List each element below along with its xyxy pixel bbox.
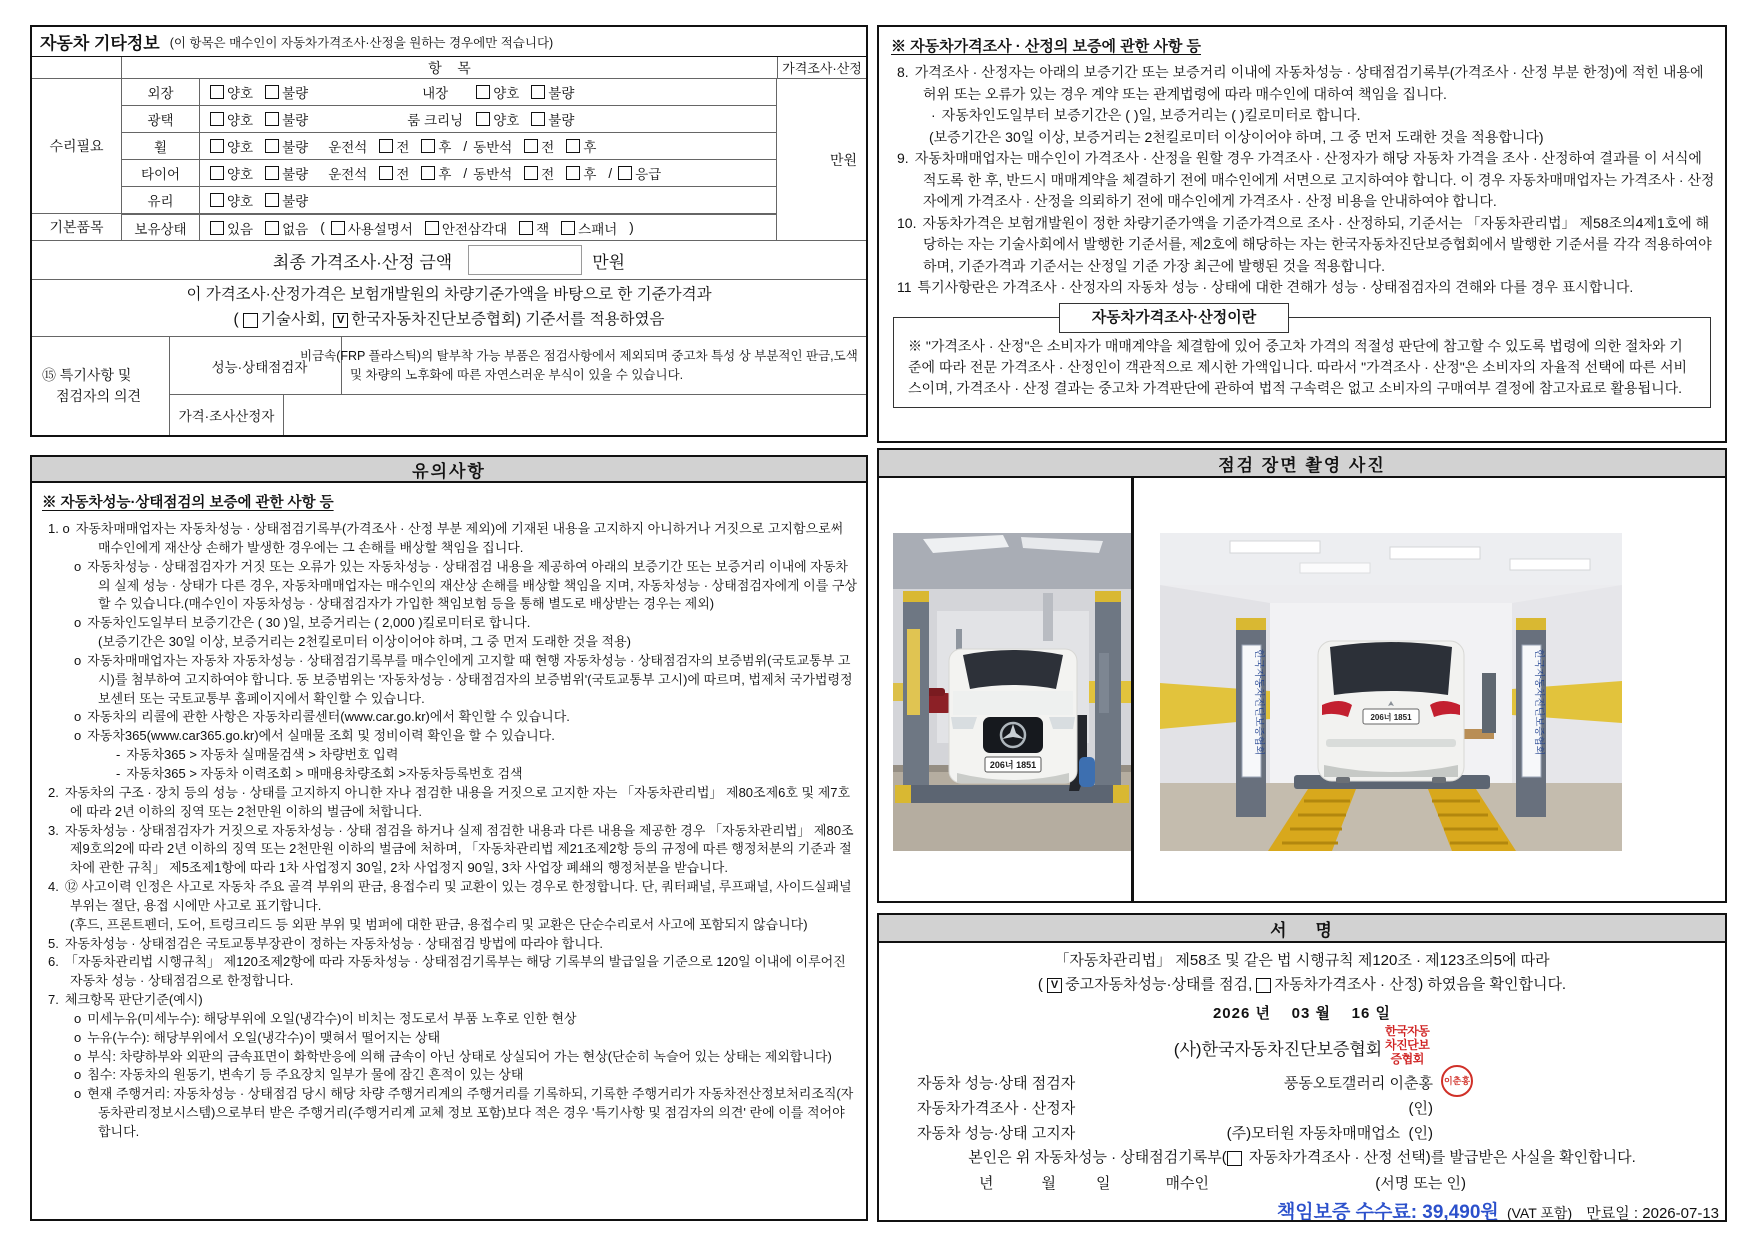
basis-rows: [32, 280, 866, 337]
checkbox-performance-check-checked[interactable]: V: [1047, 978, 1062, 993]
label-passenger-side: 동반석: [473, 140, 513, 155]
checkbox-tire-bad[interactable]: [265, 166, 279, 180]
vat-included-label: (VAT 포함): [1506, 1205, 1573, 1221]
label-performance-check: 중고자동차성능·상태를 점검,: [1065, 976, 1257, 993]
checkbox-roomcleaning-good[interactable]: [476, 112, 490, 126]
note-line: o 자동차인도일부터 보증기간은 ( 30 )일, 보증거리는 ( 2,000 )킬로미터로 합니다.: [74, 615, 531, 631]
note-line-number: o: [74, 652, 82, 668]
note-line: 7. 체크항목 판단기준(예시): [48, 992, 203, 1008]
checkbox-glass-good[interactable]: [210, 193, 224, 207]
label-bad: 불량: [282, 140, 309, 155]
inspector-name: 풍동오토갤러리 이춘홍: [1283, 1074, 1433, 1092]
repair-rows: [122, 79, 777, 240]
item-header-row: [32, 57, 866, 79]
signature-box: [877, 941, 1727, 1222]
note-line: 3. 자동차성능 · 상태점검자가 거짓으로 자동차성능 · 상태 점검을 하거나 실제 점검한 내용과 다른 내용을 제공한 경우 「자동차관리법」 제80조제9호의2에 따라 2년 이하의 징역 또는 2천만원 이하의 벌금에 처하며, 「자동차관리법 제21조제2항 등의 규정에 따른 행정처분의 기준과 절차에 관한 규칙」 제5조제1항에 따라 1차 사업정지 30일, 2차 사업정지 90일, 3차 사업장 폐쇄의 행정처분을 받습니다.: [48, 822, 854, 876]
caution-box: [30, 481, 868, 1221]
inspection-photo-rear: [1160, 533, 1622, 851]
price-guarantee-list: [889, 62, 1715, 299]
label-year: 년: [979, 1175, 994, 1192]
note-line-number: 9.: [897, 150, 909, 167]
note-line-number: -: [116, 765, 121, 781]
note-line-number: ·: [931, 107, 936, 124]
checkbox-tire-good[interactable]: [210, 166, 224, 180]
checkbox-wheel-good[interactable]: [210, 139, 224, 153]
note-line-number: 7.: [48, 992, 59, 1008]
signer-value: [1283, 1072, 1471, 1093]
final-price-unit: 만원: [592, 252, 626, 272]
note-line: o 현재 주행거리: 자동차성능 · 상태점검 당시 해당 차량 주행거리계의 주행거리를 기록하되, 기록한 주행거리가 자동차전산정보처리조직(자동차관리정보시스템)으로부터 받은 주행거리(주행거리계 교체 정보 포함)보다 적은 경우 '특기사항 및 점검자의 의견' 란에 이를 적어야 합니다.: [74, 1086, 854, 1139]
caution-heading: ※ 자동차성능·상태점검의 보증에 관한 사항 등: [42, 495, 334, 511]
label-bad: 불량: [282, 194, 309, 209]
note-line: o 미세누유(미세누수): 해당부위에 오일(냉각수)이 비치는 정도로서 부품 노후로 인한 현상: [74, 1010, 577, 1026]
law-line: 「자동차관리법」 제58조 및 같은 법 시행규칙 제120조 · 제123조의5에 따라: [1054, 952, 1550, 969]
photo-header-bar: [877, 448, 1727, 478]
label-good: 양호: [227, 194, 254, 209]
checkbox-basic-nothave[interactable]: [265, 221, 279, 235]
label-good: 양호: [227, 140, 254, 155]
note-line-number: o: [74, 558, 82, 574]
white-suv-rear: [1318, 641, 1464, 783]
note-line-number: 11: [897, 279, 912, 296]
note-line: o 침수: 자동차의 원동기, 변속기 등 주요장치 일부가 물에 잠긴 흔적이 있는 상태: [74, 1067, 524, 1083]
signature-date: 2026 년 03 월 16 일: [1212, 1005, 1392, 1022]
note-line: o 자동차365(www.car365.go.kr)에서 실매물 조회 및 정비이력 확인을 할 수 있습니다.: [74, 728, 555, 744]
vehicle-other-info-table: [30, 25, 868, 437]
note-line: 9. 자동차매매업자는 매수인이 가격조사 · 산정을 원할 경우 가격조사 · 산정자가 해당 자동차 가격을 조사 · 산정하여 결과를 이 서식에 적도록 한 후, 반드시 매매계약을 체결하기 전에 매수인에게 서면으로 고지하여야 합니다. 이 경우 자동차매매업자는 가격조사 · 산정자에게 가격조사 · 산정을 의뢰하기 전에 매수인에게 가격조사 · 산정 비용을 안내하여야 합니다.: [897, 150, 1715, 210]
label-good: 양호: [493, 113, 520, 128]
signer-label: 자동차 성능·상태 점검자: [917, 1074, 1076, 1092]
label-technical-society: 기술사회,: [261, 311, 326, 328]
label-good: 양호: [227, 86, 254, 101]
label-manual: 사용설명서: [347, 221, 413, 237]
checkbox-exterior-bad[interactable]: [265, 85, 279, 99]
association-seal-stamp: 한국자동차진단보증협회: [1385, 1025, 1430, 1066]
note-line: o 부식: 차량하부와 외판의 금속표면이 화학반응에 의해 금속이 아닌 상태로 상실되어 가는 현상(단순히 녹슬어 있는 상태는 제외합니다): [74, 1048, 832, 1064]
caution-list: [40, 520, 858, 1142]
checkbox-exterior-good[interactable]: [210, 85, 224, 99]
label-rear: 후: [438, 167, 452, 182]
slash-divider: /: [463, 165, 468, 181]
price-appraisal-info-box: [893, 308, 1711, 408]
note-line: 8. 가격조사 · 산정자는 아래의 보증기간 또는 보증거리 이내에 자동차성능 · 상태점검기록부(가격조사 · 산정 부분 한정)에 적힌 내용에 허위 또는 오류가 있는 경우 계약 또는 관계법령에 따라 매수인에 대하여 책임을 집니다.: [897, 64, 1704, 102]
signer-row-appraiser: [879, 1095, 1725, 1119]
checkbox-tire-passenger-front[interactable]: [524, 166, 538, 180]
note-line-number: 10.: [897, 214, 917, 231]
signature-header-text: 서 명: [1270, 920, 1334, 940]
checkbox-interior-good[interactable]: [476, 85, 490, 99]
checkbox-tire-driver-rear[interactable]: [421, 166, 435, 180]
left-post-banner-text: 한국자동차진단보증협회: [1253, 649, 1264, 756]
label-exterior: 외장: [122, 79, 200, 105]
note-line: o 자동차의 리콜에 관한 사항은 자동차리콜센터(www.car.go.kr)에서 확인할 수 있습니다.: [74, 709, 570, 725]
paren-open: (: [1037, 976, 1048, 993]
price-col-header: 가격조사·산정: [777, 57, 866, 78]
label-tire: 타이어: [122, 160, 200, 186]
note-line: 2. 자동차의 구조 · 장치 등의 성능 · 상태를 고지하지 아니한 자나 점검한 내용을 거짓으로 고지한 자는 「자동차관리법」 제80조제6호 및 제7호에 따라 2년 이하의 징역 또는 2천만원 이하의 벌금에 처합니다.: [48, 784, 851, 819]
receipt-text-pre: 본인은 위 자동차성능 · 상태점검기록부(: [968, 1149, 1227, 1166]
label-safety-triangle: 안전삼각대: [441, 221, 508, 237]
label-front: 전: [396, 167, 410, 182]
checkbox-wheel-passenger-rear[interactable]: [566, 139, 580, 153]
note-line: 1. o 자동차매매업자는 자동차성능 · 상태점검기록부(가격조사 · 산정 부분 제외)에 기재된 내용을 고지하지 아니하거나 거짓으로 고지함으로써 매수인에게 재산상 손해가 발생한 경우에는 그 손해를 배상할 책임을 집니다.: [48, 521, 844, 555]
note-line: 10. 자동차가격은 보험개발원이 정한 차량기준가액을 기준가격으로 조사 · 산정하되, 기준서는 「자동차관리법」 제58조의4제1호에 해당하는 자는 기술사회에서 발행한 기준서를, 제2호에 해당하는 자는 한국자동차진단보증협회에서 발행한 기준서를 각각 적용하여야 하며, 기준가격과 기준서는 산정일 기준 가장 최근에 발행된 것을 적용합니다.: [897, 214, 1712, 274]
checkbox-tire-driver-front[interactable]: [379, 166, 393, 180]
label-jack: 잭: [536, 221, 550, 237]
appraiser-label: 가격·조사산정자: [170, 395, 284, 435]
special-label-line2: 점검자의 의견: [56, 388, 142, 404]
photo-cell-rear: [1134, 478, 1725, 901]
label-good: 양호: [227, 113, 254, 128]
note-line-number: o: [74, 1010, 82, 1026]
warranty-fee-amount: 책임보증 수수료: 39,490원: [1276, 1202, 1499, 1222]
right-panel: [877, 25, 1727, 1222]
label-front: 전: [541, 167, 555, 182]
label-polish: 광택: [122, 106, 200, 132]
note-line-number: 8.: [897, 64, 909, 80]
caution-header-text: 유의사항: [412, 461, 486, 481]
checkbox-tire-passenger-rear[interactable]: [566, 166, 580, 180]
note-line-number: o: [74, 728, 82, 744]
note-line: 5. 자동차성능 · 상태점검은 국토교통부장관이 정하는 자동차성능 · 상태점검 방법에 따라야 합니다.: [48, 935, 603, 951]
note-line: - 자동차365 > 자동차 이력조회 > 매매용차량조회 >자동차등록번호 검색: [116, 765, 523, 781]
inspector-seal-stamp: 이춘홍: [1441, 1065, 1473, 1097]
label-rear: 후: [583, 140, 597, 155]
appraiser-opinion-text: [284, 395, 866, 435]
receipt-text-post: 자동차가격조사 · 산정 선택)를 발급받은 사실을 확인합니다.: [1244, 1149, 1636, 1166]
label-bad: 불량: [282, 113, 309, 128]
note-line: · 자동차인도일부터 보증기간은 ( )일, 보증거리는 ( )킬로미터로 합니다.: [931, 107, 1361, 124]
left-panel: [30, 25, 868, 1221]
price-guarantee-box: [877, 25, 1727, 443]
final-price-label: 최종 가격조사·산정 금액: [272, 252, 453, 272]
expiry-date: 만료일 : 2026-07-13: [1586, 1205, 1719, 1222]
inspection-photo-front: [893, 533, 1131, 851]
rear-license-plate: 206너 1851: [1370, 713, 1412, 722]
note-line-number: 3.: [48, 822, 59, 838]
info-box-text: ※ "가격조사 · 산정"은 소비자가 매매계약을 체결함에 있어 중고차 가격의 적절성 판단에 참고할 수 있도록 법령에 의한 절차와 기준에 따라 전문 가격조사 · 산정인이 객관적으로 제시한 가액입니다. 따라서 "가격조사 · 산정"은 소비자의 자율적 선택에 따른 서비스이며, 가격조사 · 산정 결과는 중고차 가격판단에 관하여 법적 구속력은 없고 소비자의 구매여부 결정에 참고자료로 활용됩니다.: [908, 338, 1687, 397]
note-line-number: 6.: [48, 954, 59, 970]
final-price-input[interactable]: [468, 245, 582, 275]
table-title: 자동차 기타정보: [40, 34, 160, 53]
note-line: (보증기간은 30일 이상, 보증거리는 2천킬로미터 이상이어야 하며, 그 중 먼저 도래한 것을 적용합니다): [929, 128, 1544, 145]
checkbox-interior-bad[interactable]: [531, 85, 545, 99]
item-header: 항 목: [428, 59, 471, 76]
special-notes-row: [32, 337, 866, 435]
signer-value: (주)모터원 자동차매매업소 (인): [1226, 1124, 1433, 1142]
label-front: 전: [541, 140, 555, 155]
note-line-number: o: [74, 1067, 82, 1083]
checkbox-wheel-driver-rear[interactable]: [421, 139, 435, 153]
label-buyer: 매수인: [1165, 1175, 1209, 1192]
front-license-plate: 206너 1851: [989, 760, 1037, 770]
slash-divider: /: [463, 138, 468, 154]
checkbox-technical-society[interactable]: [243, 313, 258, 328]
row-glass: [122, 187, 776, 214]
label-glass: 유리: [122, 187, 200, 213]
checkbox-kada-checked[interactable]: V: [333, 313, 348, 328]
special-appraiser-row: [170, 395, 866, 435]
receipt-confirm-line: [879, 1147, 1725, 1169]
row-exterior: [122, 79, 776, 106]
note-line-number: o: [74, 615, 82, 631]
checkbox-glass-bad[interactable]: [265, 193, 279, 207]
note-line-number: o: [74, 1086, 82, 1102]
row-polish: [122, 106, 776, 133]
label-price-appraisal: 자동차가격조사 · 산정) 하였음을 확인합니다.: [1274, 976, 1567, 993]
checkbox-wheel-driver-front[interactable]: [379, 139, 393, 153]
label-rear: 후: [438, 140, 452, 155]
checkbox-roomcleaning-bad[interactable]: [531, 112, 545, 126]
note-line-number: -: [116, 747, 121, 763]
label-good: 양호: [227, 167, 254, 182]
checkbox-wheel-bad[interactable]: [265, 139, 279, 153]
right-post-banner-text: 한국자동차진단보증협회: [1533, 649, 1544, 756]
special-notes-label: [32, 337, 170, 435]
paren-open: (: [320, 220, 325, 235]
basis-line2: [234, 308, 665, 333]
label-sign-or-seal: (서명 또는 인): [1375, 1175, 1466, 1192]
label-passenger-side: 동반석: [473, 167, 513, 182]
label-room-cleaning: 룸 크리닝: [407, 113, 464, 128]
checkbox-receipt-price-appraisal[interactable]: [1227, 1151, 1242, 1166]
label-front: 전: [396, 140, 410, 155]
label-not-have: 없음: [282, 221, 309, 237]
front-post-banner: [907, 629, 920, 715]
note-line: 4. ⑫ 사고이력 인정은 사고로 자동차 주요 골격 부위의 판금, 용접수리 및 교환이 있는 경우로 한정합니다. 단, 쿼터패널, 루프패널, 사이드실패널 부위는 절단, 용접 시에만 사고로 표기합니다.: [48, 879, 852, 913]
checkbox-basic-have[interactable]: [210, 221, 224, 235]
note-line-number: 1. o: [48, 521, 70, 536]
photo-header-text: 점검 장면 촬영 사진: [1218, 455, 1386, 475]
label-spanner: 스패너: [578, 221, 618, 237]
note-line: - 자동차365 > 자동차 실매물검색 > 차량번호 입력: [116, 747, 399, 763]
signer-value: (인): [1408, 1099, 1433, 1117]
photo-area: [877, 476, 1727, 903]
repair-left-labels: [32, 79, 122, 240]
note-line-number: 4.: [48, 879, 59, 895]
note-line: 11 특기사항란은 가격조사 · 산정자의 자동차 성능 · 상태에 대한 견해가 성능 · 상태점검자의 견해와 다를 경우 표시합니다.: [897, 279, 1634, 296]
photo-cell-front: [879, 478, 1134, 901]
label-driver-side: 운전석: [328, 167, 368, 182]
checkbox-polish-bad[interactable]: [265, 112, 279, 126]
label-good: 양호: [493, 86, 520, 101]
slash-divider: /: [608, 165, 613, 181]
checkbox-price-appraisal[interactable]: [1256, 978, 1271, 993]
label-bad: 불량: [282, 86, 309, 101]
label-emergency: 응급: [635, 167, 662, 182]
label-month: 월: [1041, 1175, 1056, 1192]
confirm-line: [879, 973, 1725, 997]
buyer-line: [879, 1174, 1725, 1194]
inspector-opinion-text: 비금속(FRP 플라스틱)의 탈부착 가능 부품은 점검사항에서 제외되며 중고차 특성 상 부분적인 판금,도색 및 차량의 노후화에 따른 자연스러운 부식이 있을 수 있습니다.: [300, 349, 858, 382]
basis-line1: 이 가격조사·산정가격은 보험개발원의 차량기준가액을 바탕으로 한 기준가격과: [186, 286, 712, 304]
label-wheel: 휠: [122, 133, 200, 159]
label-day: 일: [1096, 1175, 1111, 1192]
repair-section-label: 수리필요: [32, 79, 121, 214]
basic-items-label: 기본품목: [49, 219, 104, 235]
checkbox-triangle[interactable]: [425, 221, 439, 235]
white-suv-front: [949, 649, 1077, 783]
note-line: o 자동차성능 · 상태점검자가 거짓 또는 오류가 있는 자동차성능 · 상태점검 내용을 제공하여 아래의 보증기간 또는 보증거리 이내에 자동차의 실제 성능 · 상태가 다른 경우, 자동차매매업자는 매수인의 재산상 손해를 배상할 책임을 지며, 자동차성능 · 상태점검자에게 이를 구상할 수 있습니다.(매수인이 자동차성능 · 상태점검자가 가입한 책임보험 등을 통해 별도로 배상받는 경우는 제외): [74, 558, 858, 612]
signer-row-notifier: [879, 1120, 1725, 1144]
label-rear: 후: [583, 167, 597, 182]
label-bad: 불량: [282, 167, 309, 182]
note-line: (후드, 프론트펜더, 도어, 트렁크리드 등 외판 부위 및 범퍼에 대한 판금, 용접수리 및 교환은 단순수리로서 사고에 포함되지 않습니다): [70, 916, 808, 932]
note-line-number: 2.: [48, 784, 59, 800]
empty-cell: [32, 57, 122, 78]
note-line: 6. 「자동차관리법 시행규칙」 제120조제2항에 따라 자동차성능 · 상태점검기록부는 해당 기록부의 발급일을 기준으로 120일 이내에 이루어진 자동차 성능 · 상태점검으로 한정합니다.: [48, 954, 846, 989]
row-wheel: [122, 133, 776, 160]
label-have-status: 보유상태: [122, 215, 200, 240]
checkbox-manual[interactable]: [331, 221, 345, 235]
org-line: [879, 1025, 1725, 1069]
repair-block: [32, 79, 866, 241]
checkbox-wheel-passenger-front[interactable]: [524, 139, 538, 153]
final-price-row: [32, 241, 866, 280]
inspector-label: 성능·상태점검자: [228, 337, 342, 394]
table-title-row: [32, 27, 866, 57]
note-line-number: 5.: [48, 935, 59, 951]
checkbox-polish-good[interactable]: [210, 112, 224, 126]
checkbox-spanner[interactable]: [561, 221, 575, 235]
note-line: o 누유(누수): 해당부위에서 오일(냉각수)이 맺혀서 떨어지는 상태: [74, 1029, 441, 1045]
note-line: o 자동차매매업자는 자동차 자동차성능 · 상태점검기록부를 매수인에게 고지할 때 현행 자동차성능 · 상태점검자의 보증범위(국토교통부 고시)를 첨부하여 고지하여야 합니다. 동 보증범위는 '자동차성능 · 상태점검자의 보증범위'(국토교통부 고시)에 따르며, 법제처 국가법령정보센터 또는 국토교통부 홈페이지에서 확인할 수 있습니다.: [74, 652, 853, 706]
note-line-number: o: [74, 1029, 82, 1045]
price-unit-cell: 만원: [829, 151, 857, 168]
signature-header-bar: [877, 913, 1727, 943]
price-guarantee-heading: ※ 자동차가격조사 · 산정의 보증에 관한 사항 등: [891, 38, 1201, 55]
signer-label: 자동차가격조사 · 산정자: [917, 1099, 1076, 1117]
note-line-number: o: [74, 709, 82, 725]
label-kada-basis: 한국자동차진단보증협회) 기준서를 적용하였음: [351, 311, 665, 328]
caution-header-bar: [30, 455, 868, 483]
signer-row-inspector: [879, 1070, 1725, 1094]
label-have: 있음: [227, 221, 254, 237]
special-label-line1: ⑮ 특기사항 및: [42, 367, 132, 383]
label-bad: 불량: [548, 113, 575, 128]
note-line-number: o: [74, 1048, 82, 1064]
row-tire: [122, 160, 776, 187]
special-inspector-row: [170, 337, 866, 395]
note-line: (보증기간은 30일 이상, 보증거리는 2천킬로미터 이상이어야 하며, 그 중 먼저 도래한 것을 적용): [98, 634, 632, 650]
label-interior: 내장: [422, 86, 449, 101]
label-driver-side: 운전석: [328, 140, 368, 155]
signer-label: 자동차 성능·상태 고지자: [917, 1124, 1076, 1142]
info-box-title: 자동차가격조사·산정이란: [1059, 303, 1289, 333]
checkbox-jack[interactable]: [519, 221, 533, 235]
table-title-note: (이 항목은 매수인이 자동차가격조사·산정을 원하는 경우에만 적습니다): [169, 35, 554, 50]
org-name: (사)한국자동차진단보증협회: [1173, 1039, 1383, 1059]
fee-line: [879, 1197, 1725, 1222]
label-bad: 불량: [548, 86, 575, 101]
checkbox-tire-emergency[interactable]: [618, 166, 632, 180]
paren-open: (: [233, 311, 239, 328]
row-basic-items: [122, 214, 776, 240]
paren-close: ): [629, 220, 634, 235]
